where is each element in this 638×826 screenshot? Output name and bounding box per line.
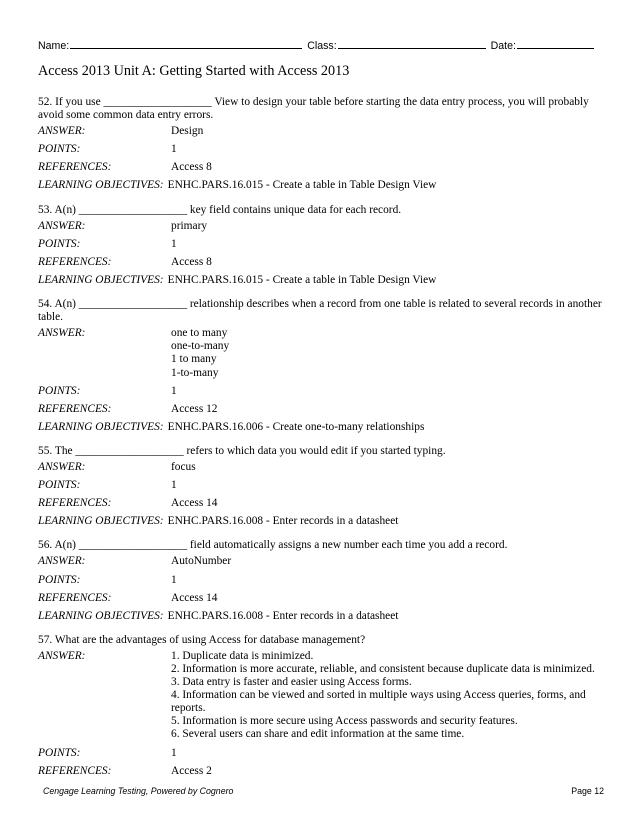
answer-line: 1 to many — [171, 353, 217, 366]
answer-line: 1. Duplicate data is minimized. — [171, 649, 314, 662]
learning-objectives-label: LEARNING OBJECTIVES: — [38, 515, 164, 528]
learning-objectives-value: ENHC.PARS.16.015 - Create a table in Table Design View — [167, 273, 437, 286]
references-row — [38, 592, 604, 605]
points-label: POINTS: — [38, 384, 81, 397]
learning-objectives-row — [38, 610, 604, 623]
answer-line: 4. Information can be viewed and sorted in multiple ways using Access queries, forms, and reports. — [171, 689, 586, 715]
references-label: REFERENCES: — [38, 255, 112, 268]
question-text: 53. A(n) ___________________ key field contains unique data for each record. — [38, 203, 402, 216]
learning-objectives-row — [38, 179, 604, 192]
points-value: 1 — [171, 384, 177, 397]
answer-value-list — [171, 555, 604, 568]
references-value: Access 12 — [171, 402, 218, 415]
points-label: POINTS: — [38, 479, 81, 492]
references-label: REFERENCES: — [38, 497, 112, 510]
learning-objectives-label: LEARNING OBJECTIVES: — [38, 609, 164, 622]
answer-row — [38, 555, 604, 568]
question-block — [38, 96, 604, 193]
question-list — [38, 96, 604, 789]
name-blank — [70, 37, 302, 49]
page-number: Page 12 — [571, 786, 604, 796]
answer-line: focus — [171, 460, 196, 473]
points-value: 1 — [171, 573, 177, 586]
answer-line: 5. Information is more secure using Access passwords and security features. — [171, 715, 518, 728]
references-value: Access 14 — [171, 497, 218, 510]
answer-line: 1-to-many — [171, 366, 219, 379]
points-value: 1 — [171, 237, 177, 250]
references-value: Access 8 — [171, 255, 212, 268]
learning-objectives-value: ENHC.PARS.16.008 - Enter records in a datasheet — [167, 515, 399, 528]
answer-line: one to many — [171, 327, 228, 340]
answer-value-list — [171, 327, 604, 379]
answer-label: ANSWER: — [38, 219, 86, 232]
question-text: 52. If you use ___________________ View to design your table before starting the data entry process, you will probably avoid some common data entry errors. — [38, 96, 589, 122]
references-row — [38, 256, 604, 269]
question-text: 57. What are the advantages of using Access for database management? — [38, 633, 366, 646]
question-block — [38, 204, 604, 287]
answer-row — [38, 650, 604, 742]
points-label: POINTS: — [38, 573, 81, 586]
points-row — [38, 238, 604, 251]
learning-objectives-row — [38, 274, 604, 287]
date-blank — [517, 37, 594, 49]
answer-value-list — [171, 650, 604, 742]
answer-line: 2. Information is more accurate, reliable, and consistent because duplicate data is minimized. — [171, 663, 595, 675]
document-title: Access 2013 Unit A: Getting Started with Access 2013 — [38, 63, 350, 79]
question-block — [38, 539, 604, 622]
points-row — [38, 385, 604, 398]
answer-label: ANSWER: — [38, 649, 86, 662]
points-label: POINTS: — [38, 746, 81, 759]
references-label: REFERENCES: — [38, 402, 112, 415]
learning-objectives-label: LEARNING OBJECTIVES: — [38, 273, 164, 286]
answer-line: 3. Data entry is faster and easier using Access forms. — [171, 676, 412, 689]
learning-objectives-value: ENHC.PARS.16.015 - Create a table in Table Design View — [167, 179, 437, 192]
points-row — [38, 143, 604, 156]
references-row — [38, 161, 604, 174]
points-value: 1 — [171, 479, 177, 492]
references-row — [38, 403, 604, 416]
footer-publisher: Cengage Learning Testing, Powered by Cognero — [43, 786, 234, 796]
points-value: 1 — [171, 746, 177, 759]
learning-objectives-row — [38, 421, 604, 434]
references-row — [38, 497, 604, 510]
answer-label: ANSWER: — [38, 555, 86, 568]
answer-row — [38, 220, 604, 233]
learning-objectives-label: LEARNING OBJECTIVES: — [38, 420, 164, 433]
question-text: 56. A(n) ___________________ field automatically assigns a new number each time you add a record. — [38, 539, 508, 552]
answer-line: one-to-many — [171, 340, 230, 353]
references-value: Access 2 — [171, 764, 212, 777]
answer-label: ANSWER: — [38, 327, 86, 340]
references-label: REFERENCES: — [38, 161, 112, 174]
references-value: Access 14 — [171, 591, 218, 604]
page-footer — [38, 785, 604, 797]
answer-label: ANSWER: — [38, 460, 86, 473]
answer-line: primary — [171, 219, 208, 232]
class-label: Class: — [307, 40, 337, 52]
points-row — [38, 574, 604, 587]
points-row — [38, 747, 604, 760]
learning-objectives-label: LEARNING OBJECTIVES: — [38, 179, 164, 192]
student-info-header — [38, 37, 604, 51]
answer-value-list — [171, 461, 604, 474]
points-label: POINTS: — [38, 237, 81, 250]
points-row — [38, 479, 604, 492]
answer-row — [38, 461, 604, 474]
learning-objectives-row — [38, 515, 604, 528]
name-label: Name: — [38, 40, 70, 52]
references-label: REFERENCES: — [38, 591, 112, 604]
answer-label: ANSWER: — [38, 125, 86, 138]
references-label: REFERENCES: — [38, 764, 112, 777]
answer-value-list — [171, 220, 604, 233]
answer-line: 6. Several users can share and edit information at the same time. — [171, 728, 465, 741]
references-row — [38, 765, 604, 778]
question-block — [38, 634, 604, 778]
learning-objectives-value: ENHC.PARS.16.006 - Create one-to-many relationships — [167, 420, 425, 433]
answer-row — [38, 125, 604, 138]
points-value: 1 — [171, 143, 177, 156]
references-value: Access 8 — [171, 161, 212, 174]
answer-line: Design — [171, 125, 204, 138]
learning-objectives-value: ENHC.PARS.16.008 - Enter records in a datasheet — [167, 609, 399, 622]
question-text: 54. A(n) ___________________ relationship describes when a record from one table is related to several records in another table. — [38, 298, 602, 324]
date-label: Date: — [490, 40, 516, 52]
class-blank — [338, 37, 486, 49]
question-block — [38, 298, 604, 434]
points-label: POINTS: — [38, 143, 81, 156]
answer-line: AutoNumber — [171, 555, 232, 568]
answer-value-list — [171, 125, 604, 138]
answer-row — [38, 327, 604, 379]
question-block — [38, 445, 604, 528]
question-text: 55. The ___________________ refers to which data you would edit if you started typing. — [38, 444, 446, 457]
